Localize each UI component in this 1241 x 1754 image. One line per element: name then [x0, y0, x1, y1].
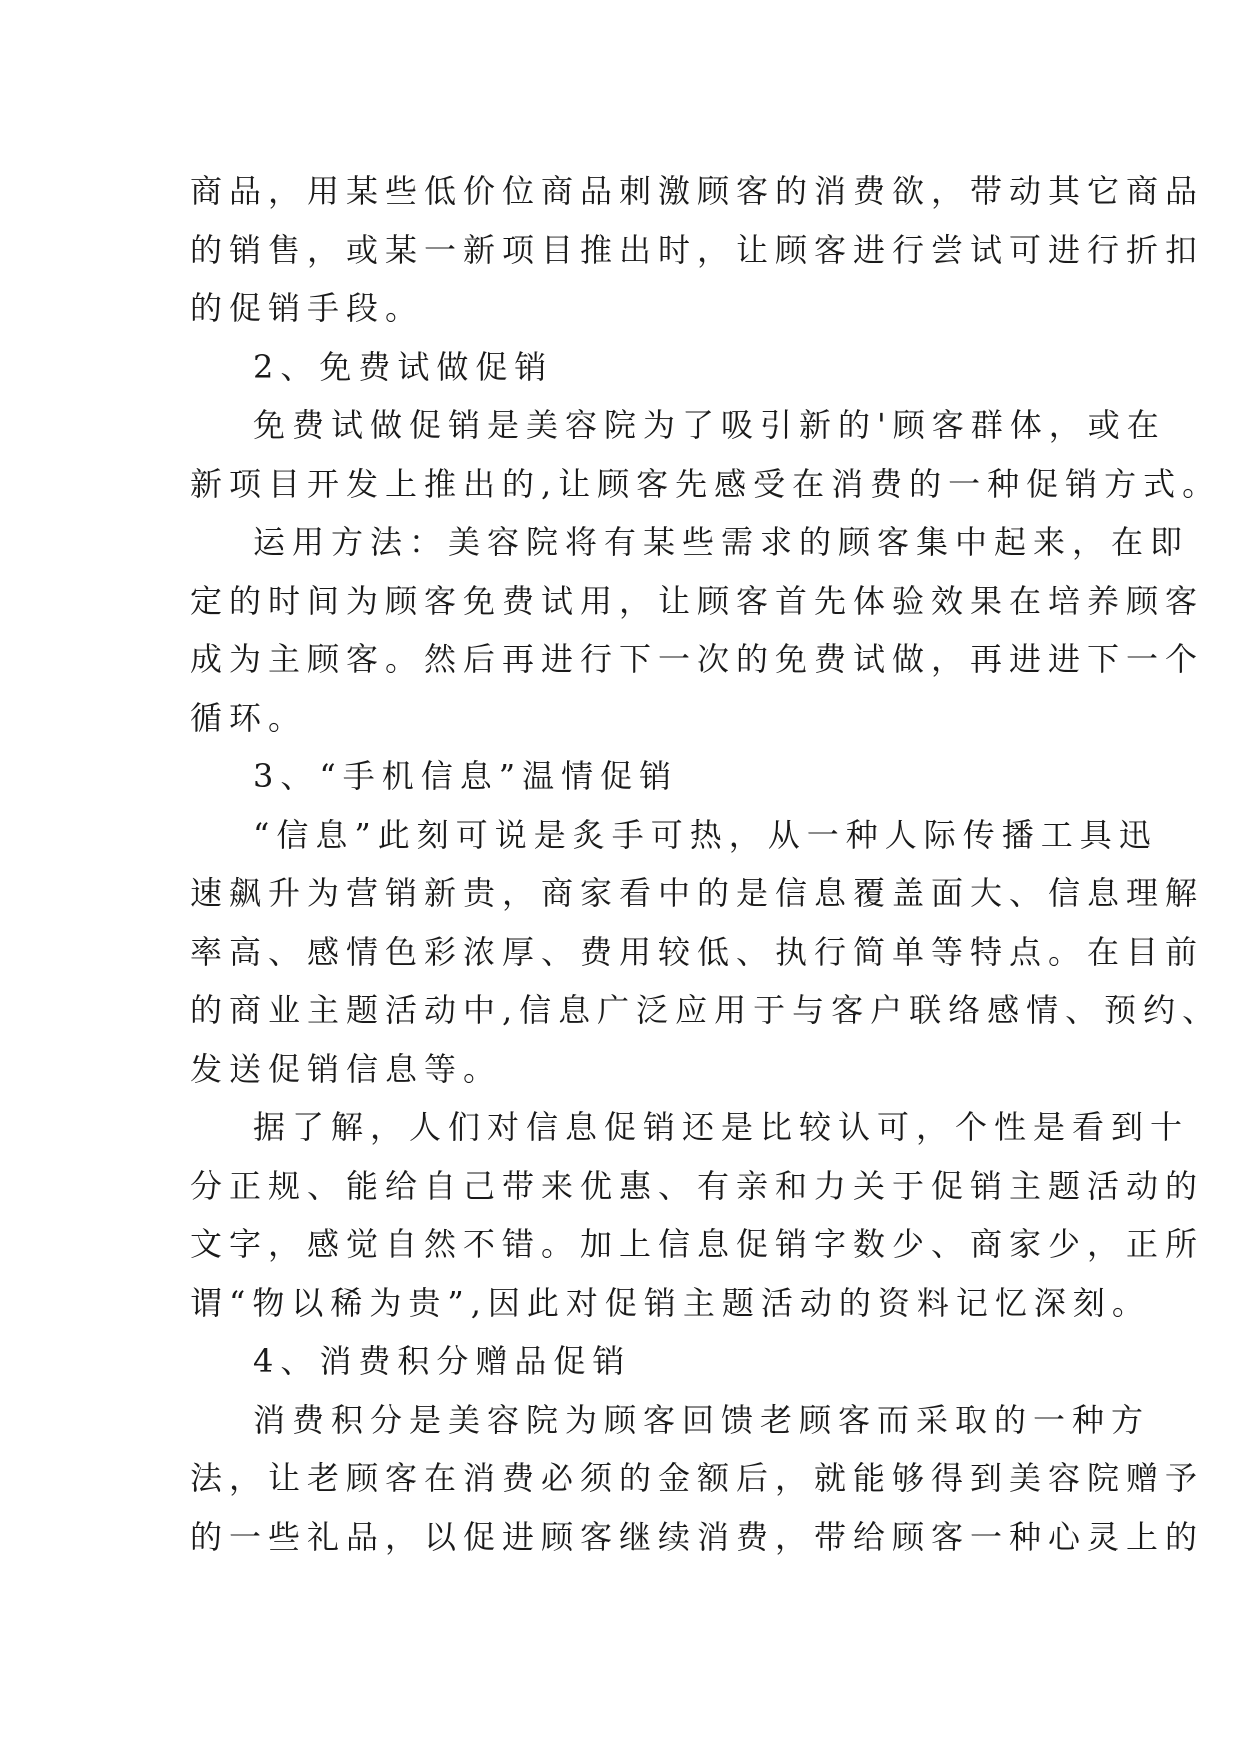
paragraph-line: 文字，感觉自然不错。加上信息促销字数少、商家少，正所 [190, 1225, 1205, 1263]
section-heading: 3、“手机信息”温情促销 [253, 757, 679, 795]
paragraph-line: “信息”此刻可说是炙手可热，从一种人际传播工具迅 [253, 815, 1158, 854]
paragraph-line: 的商业主题活动中,信息广泛应用于与客户联络感情、预约、 [190, 991, 1222, 1029]
section-heading: 4、消费积分赠品促销 [253, 1342, 632, 1380]
paragraph-line: 的销售，或某一新项目推出时，让顾客进行尝试可进行折扣 [190, 230, 1205, 269]
paragraph-line: 运用方法：美容院将有某些需求的顾客集中起来，在即 [253, 523, 1190, 561]
paragraph-line: 商品，用某些低价位商品刺激顾客的消费欲，带动其它商品 [190, 172, 1205, 210]
paragraph-line: 消费积分是美容院为顾客回馈老顾客而采取的一种方 [253, 1400, 1151, 1439]
paragraph-line: 的促销手段。 [190, 289, 425, 327]
paragraph-line: 免费试做促销是美容院为了吸引新的'顾客群体，或在 [253, 406, 1166, 444]
paragraph-line: 循环。 [190, 698, 308, 737]
paragraph-line: 分正规、能给自己带来优惠、有亲和力关于促销主题活动的 [190, 1166, 1205, 1205]
paragraph-line: 定的时间为顾客免费试用，让顾客首先体验效果在培养顾客 [190, 581, 1205, 620]
paragraph-line: 成为主顾客。然后再进行下一次的免费试做，再进进下一个 [190, 640, 1205, 678]
document-body [190, 162, 1222, 1566]
paragraph-line: 谓“物以稀为贵”,因此对促销主题活动的资料记忆深刻。 [190, 1283, 1151, 1322]
paragraph-line: 速飙升为营销新贵，商家看中的是信息覆盖面大、信息理解 [190, 874, 1205, 912]
section-heading: 2、免费试做促销 [253, 347, 554, 386]
paragraph-line: 发送促销信息等。 [190, 1049, 503, 1088]
paragraph-line: 率高、感情色彩浓厚、费用较低、执行简单等特点。在目前 [190, 932, 1205, 971]
paragraph-line: 的一些礼品，以促进顾客继续消费，带给顾客一种心灵上的 [190, 1517, 1205, 1556]
paragraph-line: 新项目开发上推出的,让顾客先感受在消费的一种促销方式。 [190, 464, 1222, 503]
paragraph-line: 据了解，人们对信息促销还是比较认可，个性是看到十 [253, 1108, 1190, 1146]
paragraph-line: 法，让老顾客在消费必须的金额后，就能够得到美容院赠予 [190, 1459, 1205, 1497]
